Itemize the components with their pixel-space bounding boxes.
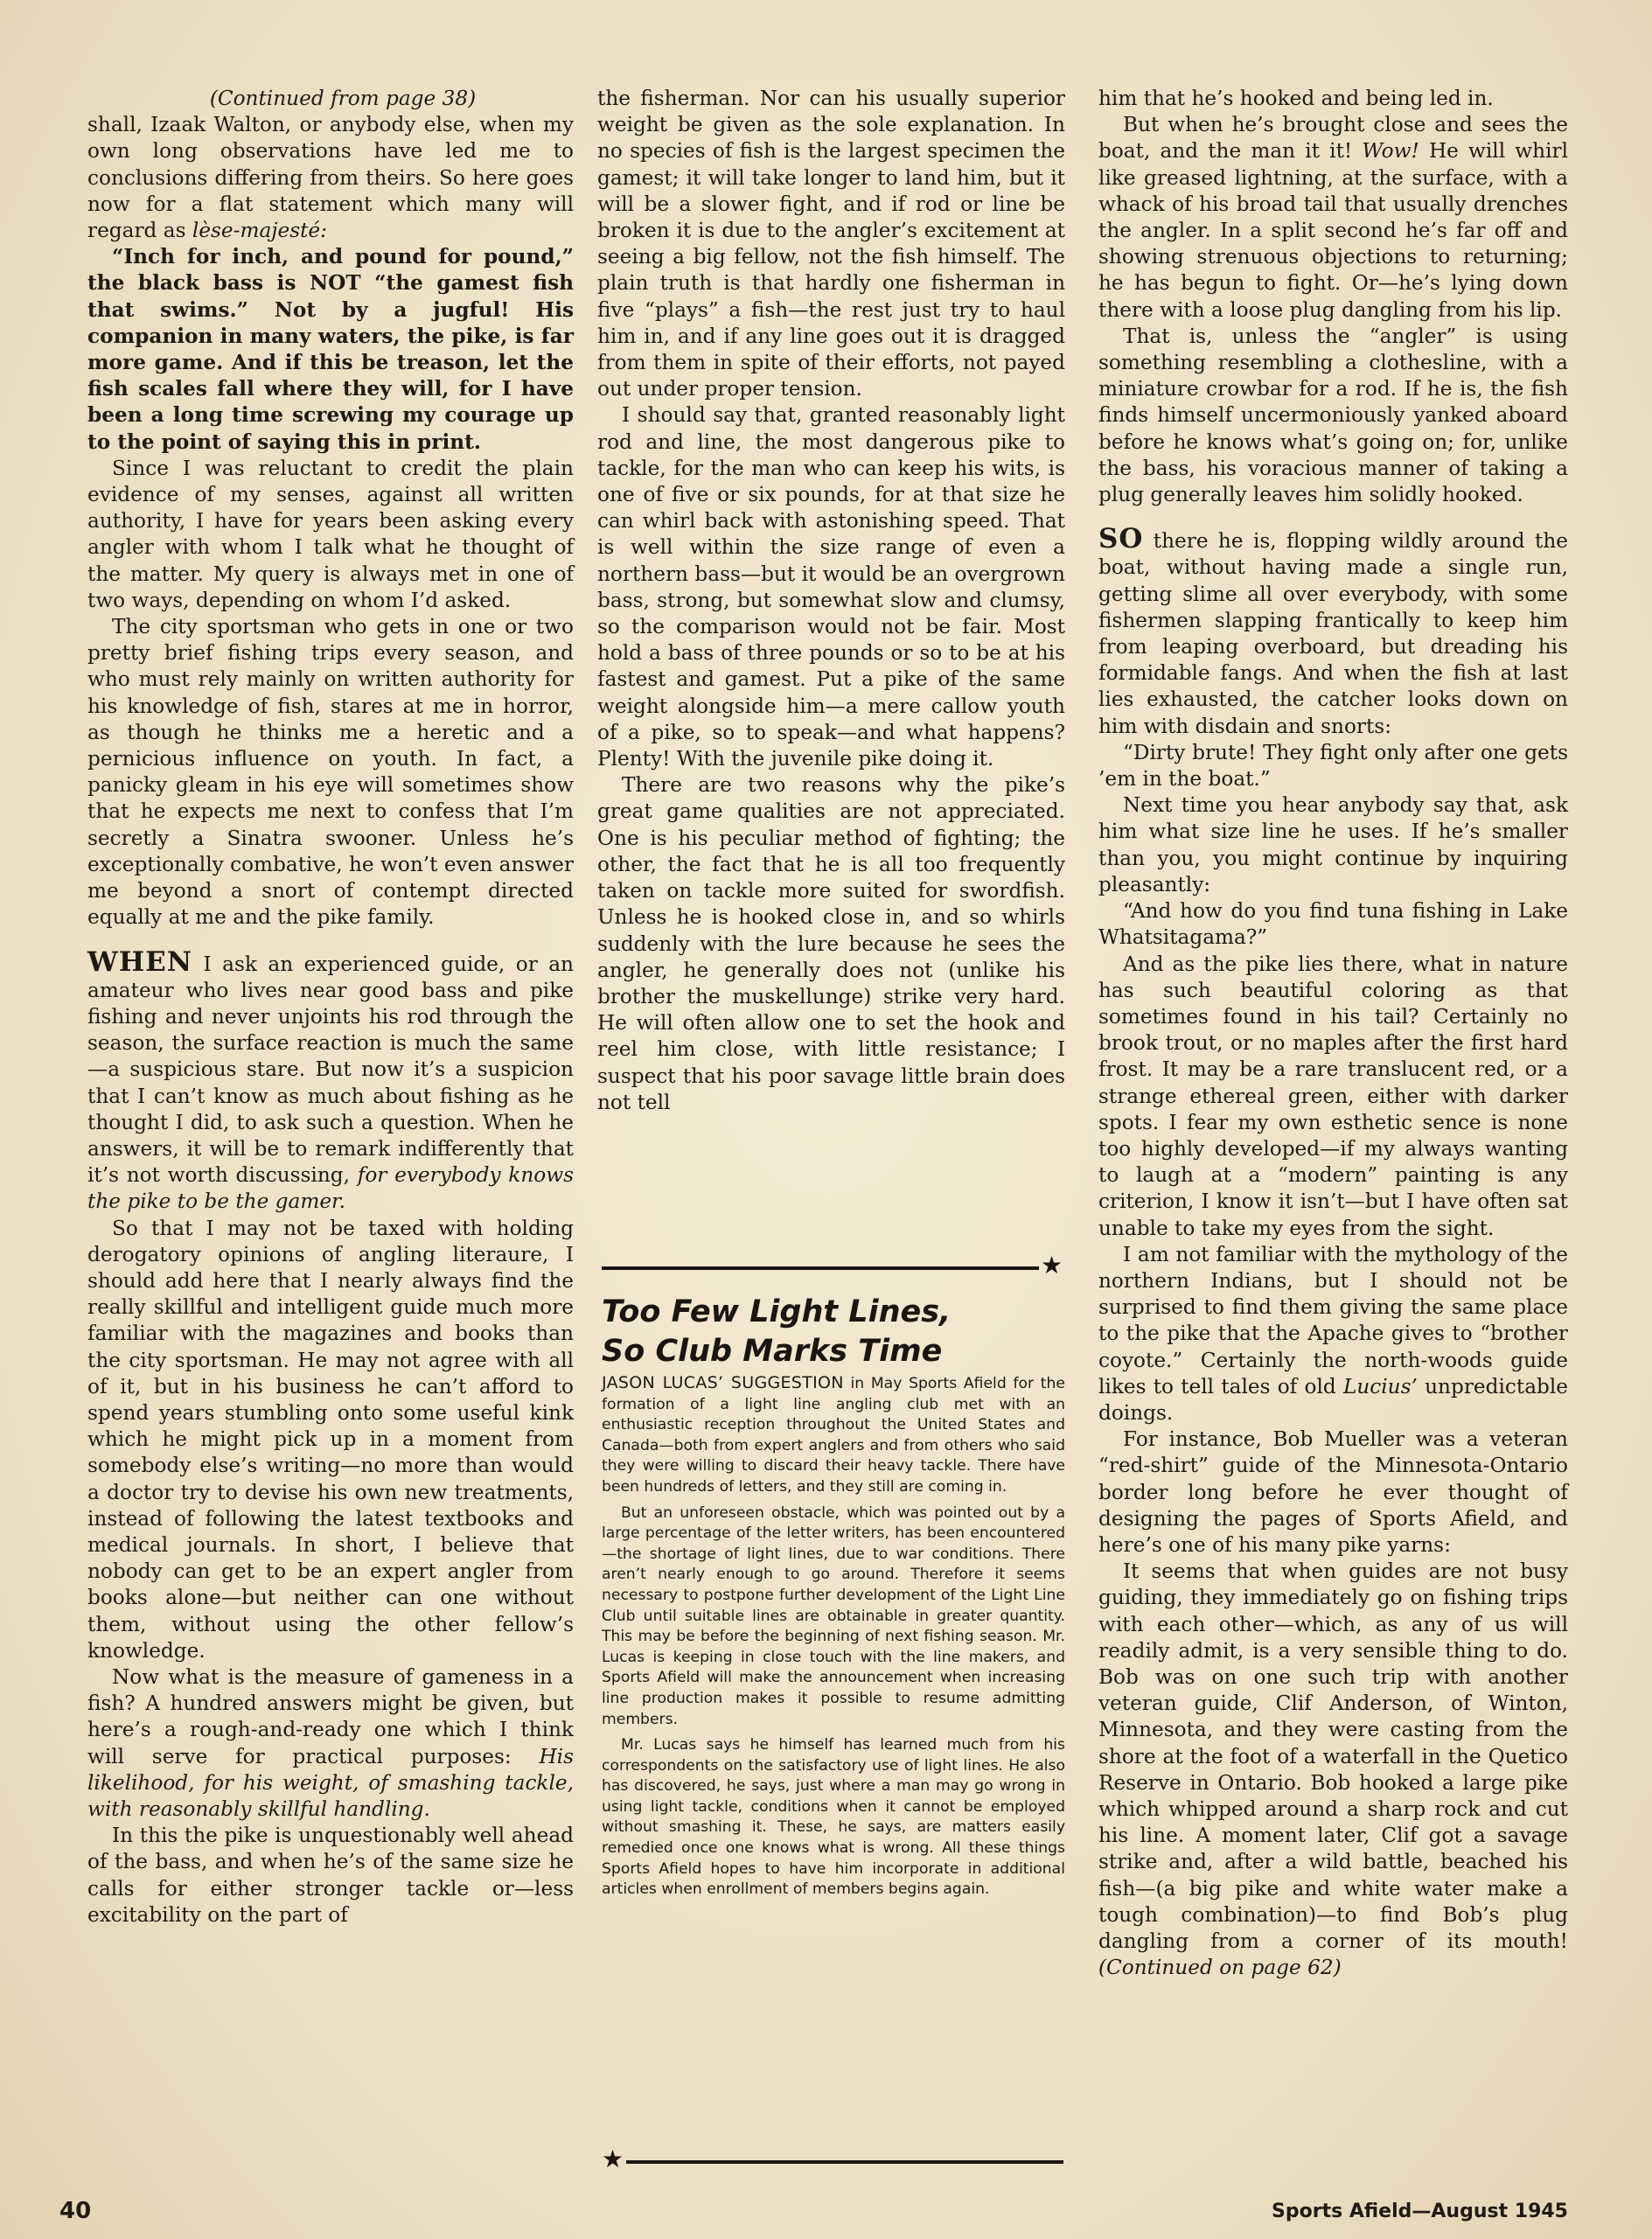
article-paragraph: the fisherman. Nor can his usually superior weight be given as the sole explanation. In no species of fish is the largest specimen the gamest; it will take longer to land him, but it will be a slower fight, and if rod or line be broken it is due to the angler’s excitement at seeing a big fellow, not the fish himself. The plain truth is that hardly one fisherman in five “plays” a fish—the rest just try to haul him in, and if any line goes out it is dragged from them in spite of their efforts, not payed out under proper tension. [597, 87, 1065, 401]
article-column-1 [87, 86, 574, 1929]
article-paragraph: And as the pike lies there, what in nature has such beautiful coloring as that sometimes found in his tail? Certainly no brook trout, or no maples after the first hard frost. It may be a rare translucent red, or a strange ethereal green, either with darker spots. I fear my own esthetic sence is none too highly developed—if my always wanting to laugh at a “modern” painting is any criterion, I know it isn’t—but I have often sat unable to take my eyes from the sight. [1098, 952, 1568, 1240]
article-section-start: SO there he is, flopping wildly around the boat, without having made a single run, getting slime all over everybody, with some fishermen slapping frantically to keep him from leaping overboard, but dreading his formidable fangs. And when the fish at last lies exhausted, the catcher looks down on him with disdain and snorts: [1098, 523, 1568, 738]
article-paragraph: “Dirty brute! They fight only after one gets ’em in the boat.” [1098, 740, 1568, 792]
article-paragraph: I am not familiar with the mythology of the northern Indians, but I should not be surprised to find them giving the same place to the pike that the Apache gives to “brother coyote.” Certainly the north-woods guide likes to tell tales of old Lucius’ unpredictable doings. [1098, 1242, 1568, 1425]
article-paragraph: I should say that, granted reasonably light rod and line, the most dangerous pike to tackle, for the man who can keep his wits, is one of five or six pounds, for at that size he can whirl back with astonishing speed. That is well within the size range of even a northern bass—but it would be an overgrown bass, strong, but somewhat slow and clumsy, so the comparison would not be fair. Most hold a bass of three pounds or so to be at his fastest and gamest. Put a pike of the same weight alongside him—a mere callow youth of a pike, so to speak—and what happens? Plenty! With the juvenile pike doing it. [597, 403, 1065, 771]
article-paragraph: shall, Izaak Walton, or anybody else, when my own long observations have led me to conclusions differing from theirs. So here goes now for a flat statement which many will regard as lèse-majesté: [87, 113, 574, 243]
article-paragraph: There are two reasons why the pike’s great game qualities are not appreciated. One is his peculiar method of fighting; the other, the fact that he is all too frequently taken on tackle more suited for swordfish. Unless he is hooked close in, and so whirls suddenly with the lure because he sees the angler, he generally does not (unlike his brother the muskellunge) strike very hard. He will often allow one to set the hook and reel him close, with little resistance; I suspect that his poor savage little brain does not tell [597, 773, 1065, 1114]
page-number: 40 [59, 2198, 92, 2224]
article-paragraph: It seems that when guides are not busy guiding, they immediately go on fishing trips with each other—which, as any of us will readily admit, is a very sensible thing to do. Bob was on one such trip with another veteran guide, Clif Anderson, of Winton, Minnesota, and they were casting from the shore at the foot of a waterfall in the Quetico Reserve in Ontario. Bob hooked a large pike which whipped around a sharp rock and cut his line. A moment later, Clif got a savage strike and, after a wild battle, beached his fish—(a big pike and white water make a tough combination)—to find Bob’s plug dangling from a corner of its mouth! (Continued on page 62) [1098, 1559, 1568, 1980]
sidebar-top-rule [602, 1251, 1063, 1280]
sidebar-paragraph: JASON LUCAS’ SUGGESTION in May Sports Afield for the formation of a light line angling club met with an enthusiastic reception throughout the United States and Canada—both from expert anglers and from others who said they were willing to discard their heavy tackle. There have been hundreds of letters, and they still are coming in. [602, 1373, 1065, 1496]
article-paragraph: The city sportsman who gets in one or two pretty brief fishing trips every season, and who must rely mainly on written authority for his knowledge of fish, stares at me in horror, as though he thinks me a heretic and a pernicious influence on youth. In fact, a panicky gleam in his eye will sometimes show that he expects me next to confess that I’m secretly a Sinatra swooner. Unless he’s exceptionally combative, he won’t even answer me beyond a snort of contempt directed equally at me and the pike family. [87, 615, 574, 930]
article-paragraph: For instance, Bob Mueller was a veteran “red-shirt” guide of the Minnesota-Ontario border long before he ever thought of designing the pages of Sports Afield, and here’s one of his many pike yarns: [1098, 1427, 1568, 1557]
article-section-start: WHEN I ask an experienced guide, or an amateur who lives near good bass and pike fishing and never unjoints his rod through the season, the surface reaction is much the same—a suspicious stare. But now it’s a suspicion that I can’t know as much about fishing as he thought I did, to ask such a question. When he answers, it will be to remark indifferently that it’s not worth discussing, for everybody knows the pike to be the gamer. [87, 945, 574, 1214]
article-paragraph: That is, unless the “angler” is using something resembling a clothesline, with a miniature crowbar for a rod. If he is, the fish finds himself uncermoniously yanked aboard before he knows what’s going on; for, unlike the bass, his voracious manner of taking a plug generally leaves him solidly hooked. [1098, 324, 1568, 507]
article-paragraph: Now what is the measure of gameness in a fish? A hundred answers might be given, but here’s a rough-and-ready one which I think will serve for practical purposes: His likelihood, for his weight, of smashing tackle, with reasonably skillful handling. [87, 1664, 574, 1821]
continued-from-note: (Continued from page 38) [209, 87, 477, 110]
sidebar-paragraph: But an unforeseen obstacle, which was pointed out by a large percentage of the letter writers, has been encountered—the shortage of light lines, due to war conditions. There aren’t nearly enough to go around. Therefore it seems necessary to postpone further development of the Light Line Club until suitable lines are obtainable in greater quantity. This may be before the beginning of next fishing season. Mr. Lucas is keeping in close touch with the line makers, and Sports Afield will make the announcement when increasing line production makes it possible to resume admitting members. [602, 1503, 1065, 1728]
sidebar-paragraph: Mr. Lucas says he himself has learned much from his correspondents on the satisfactory use of light lines. He also has discovered, he says, just where a man may go wrong in using light tackle, conditions when it cannot be employed without smashing it. These, he says, are matters easily remedied once one knows what is wrong. All these things Sports Afield hopes to have him incorporate in additional articles when enrollment of members begins again. [602, 1736, 1065, 1899]
sidebar-body [602, 1373, 1065, 1901]
article-paragraph: him that he’s hooked and being led in. [1098, 87, 1494, 110]
article-paragraph: Next time you hear anybody say that, ask him what size line he uses. If he’s smaller than you, you might continue by inquiring pleasantly: [1098, 793, 1568, 896]
article-paragraph: Since I was reluctant to credit the plain evidence of my senses, against all written authority, I have for years been asking every angler with whom I talk what he thought of the matter. My query is always met in one of two ways, depending on whom I’d asked. [87, 456, 574, 612]
article-paragraph: “And how do you find tuna fishing in Lake Whatsitagama?” [1098, 899, 1568, 950]
article-column-2 [597, 86, 1065, 1116]
star-icon: ★ [1041, 1251, 1063, 1280]
continued-on-note: (Continued on page 62) [1098, 1956, 1342, 1980]
article-paragraph: So that I may not be taxed with holding derogatory opinions of angling literaure, I should add here that I nearly always find the really skillful and intelligent guide much more familiar with the magazines and books than the city sportsman. He may not agree with all of it, but in his business he can’t afford to spend years stumbling onto some useful kink which he might pick up in a moment from somebody else’s writing—no more than would a doctor try to devise his own new treatments, instead of following the latest textbooks and medical journals. In short, I believe that nobody can get to be an expert angler from books alone—but neither can one without them, without using the other fellow’s knowledge. [87, 1216, 574, 1663]
sidebar-title: Too Few Light Lines, So Club Marks Time [602, 1294, 951, 1369]
article-paragraph: In this the pike is unquestionably well ahead of the bass, and when he’s of the same size he calls for either stronger tackle or—less excitability on the part of [87, 1824, 574, 1927]
article-paragraph: But when he’s brought close and sees the boat, and the man it it! Wow! He will whirl like greased lightning, at the surface, with a whack of his broad tail that usually drenches the angler. In a split second he’s far off and showing strenuous objections to returning; he has begun to fight. Or—he’s lying down there with a loose plug dangling from his lip. [1098, 113, 1568, 322]
article-bold-statement: “Inch for inch, and pound for pound,” the black bass is NOT “the gamest fish that swims.” Not by a jugful! His companion in many waters, the pike, is far more game. And if this be treason, let the fish scales fall where they will, for I have been a long time screwing my courage up to the point of saying this in print. [87, 245, 574, 454]
sidebar-bottom-rule [602, 2145, 1063, 2173]
issue-line: Sports Afield—August 1945 [1272, 2201, 1568, 2222]
article-column-3 [1098, 86, 1568, 1981]
star-icon: ★ [602, 2145, 624, 2173]
